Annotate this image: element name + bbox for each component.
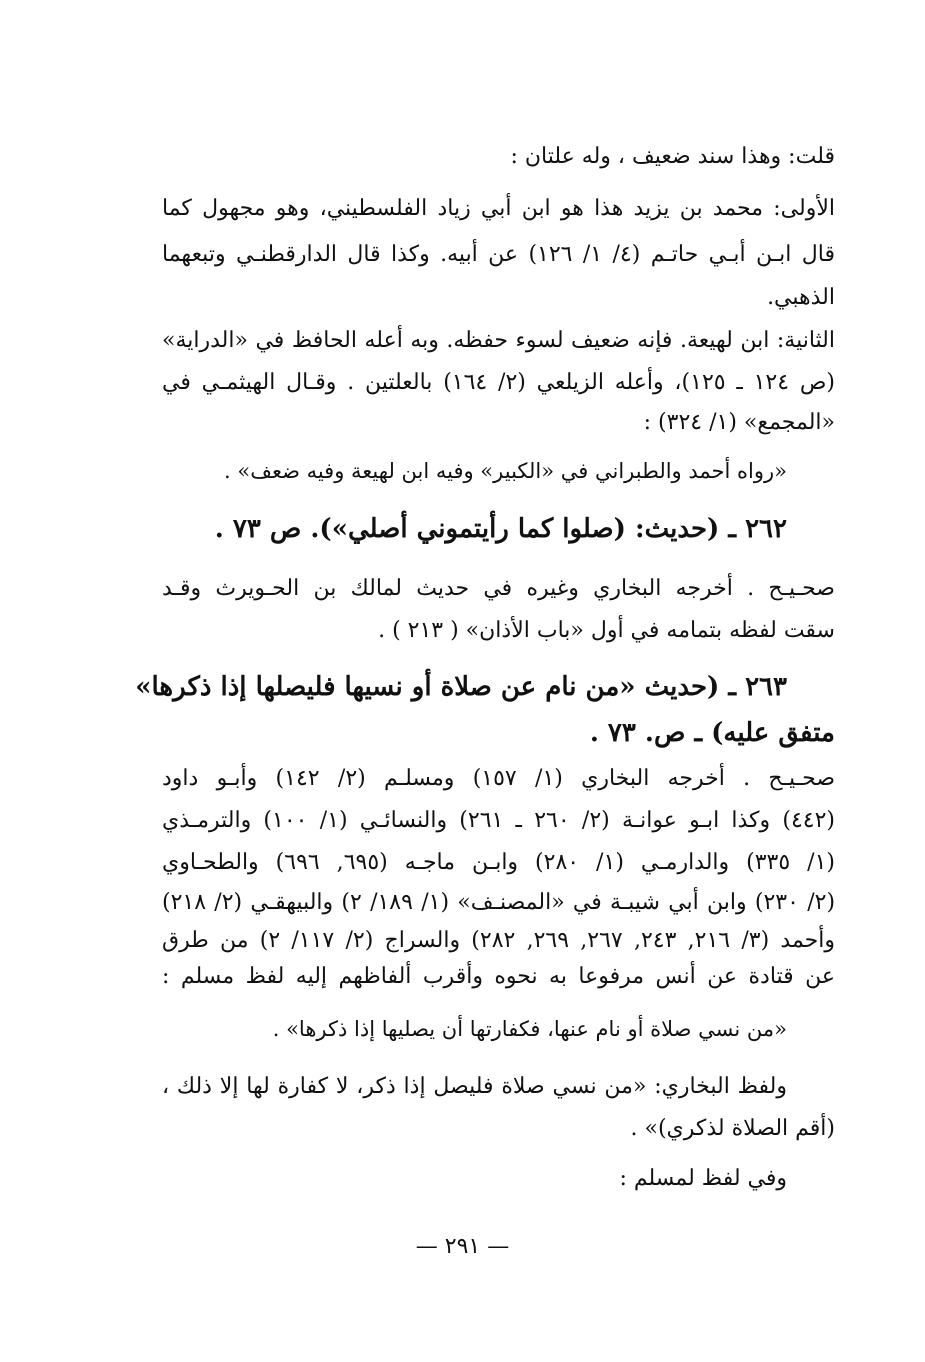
text-line: قال ابـن أبـي حاتـم (٤/ ١/ ١٢٦) عن أبيه. وكذا قال الدارقطنـي وتبعهما: [162, 242, 836, 267]
quoted-text: «من نسي صلاة أو نام عنها، فكفارتها أن يصليها إذا ذكرها» .: [272, 1017, 787, 1041]
hadith-heading-263: ٢٦٣ ـ (حديث «من نام عن صلاة أو نسيها فليصلها إذا ذكرها»: [135, 672, 787, 702]
text-line: (ص ١٢٤ ـ ١٢٥)، وأعله الزيلعي (٢/ ١٦٤) بالعلتين . وقـال الهيثمـي في: [162, 370, 836, 395]
text-line: (أقم الصلاة لذكري)» .: [630, 1116, 835, 1141]
hadith-heading-263-cont: متفق عليه) ـ ص. ٧٣ .: [589, 718, 835, 748]
text-line: (١/ ٣٣٥) والدارمـي (١/ ٢٨٠) وابـن ماجـه (٦٩٥, ٦٩٦) والطحـاوي: [162, 850, 836, 875]
text-line: عن قتادة عن أنس مرفوعا به نحوه وأقرب ألفاظهم إليه لفظ مسلم :: [162, 964, 835, 989]
text-line: وأحمد (٣/ ٢١٦, ٢٤٣, ٢٦٧, ٢٦٩, ٢٨٢) والسراج (٢/ ١١٧/ ٢) من طرق: [162, 928, 835, 953]
text-line: «المجمع» (١/ ٣٢٤) :: [643, 410, 835, 435]
text-line: (٢/ ٢٣٠) وابن أبي شيبـة في «المصنـف» (١/ ١٨٩/ ٢) والبيهقـي (٢/ ٢١٨): [162, 890, 836, 915]
text-line: صحـيـح . أخرجه البخاري (١/ ١٥٧) ومسلـم (٢/ ١٤٢) وأبـو داود: [162, 766, 836, 791]
text-line: الذهبي.: [767, 285, 835, 310]
text-line: ولفظ البخاري: «من نسي صلاة فليصل إذا ذكر، لا كفارة لها إلا ذلك ،: [162, 1074, 787, 1099]
page-number: — ٢٩١ —: [415, 1234, 510, 1259]
text-line: (٤٤٢) وكذا ابـو عوانـة (٢/ ٢٦٠ ـ ٢٦١) والنسائـي (١/ ١٠٠) والترمـذي: [162, 808, 836, 833]
hadith-heading-262: ٢٦٢ ـ (حديث: (صلوا كما رأيتموني أصلي»). ص ٧٣ .: [214, 514, 787, 544]
text-line: سقت لفظه بتمامه في أول «باب الأذان» ( ٢١٣ ) .: [378, 618, 835, 643]
text-line: وفي لفظ لمسلم :: [619, 1166, 787, 1191]
text-line: الأولى: محمد بن يزيد هذا هو ابن أبي زياد الفلسطيني، وهو مجهول كما: [162, 196, 835, 221]
text-line: قلت: وهذا سند ضعيف ، وله علتان :: [510, 144, 835, 169]
text-line: الثانية: ابن لهيعة. فإنه ضعيف لسوء حفظه. وبه أعله الحافظ في «الدراية»: [162, 328, 835, 353]
text-line: صحـيـح . أخرجه البخاري وغيره في حديث لمالك بن الحـويرث وقـد: [162, 576, 835, 601]
quoted-text: «رواه أحمد والطبراني في «الكبير» وفيه ابن لهيعة وفيه ضعف» .: [224, 459, 787, 483]
